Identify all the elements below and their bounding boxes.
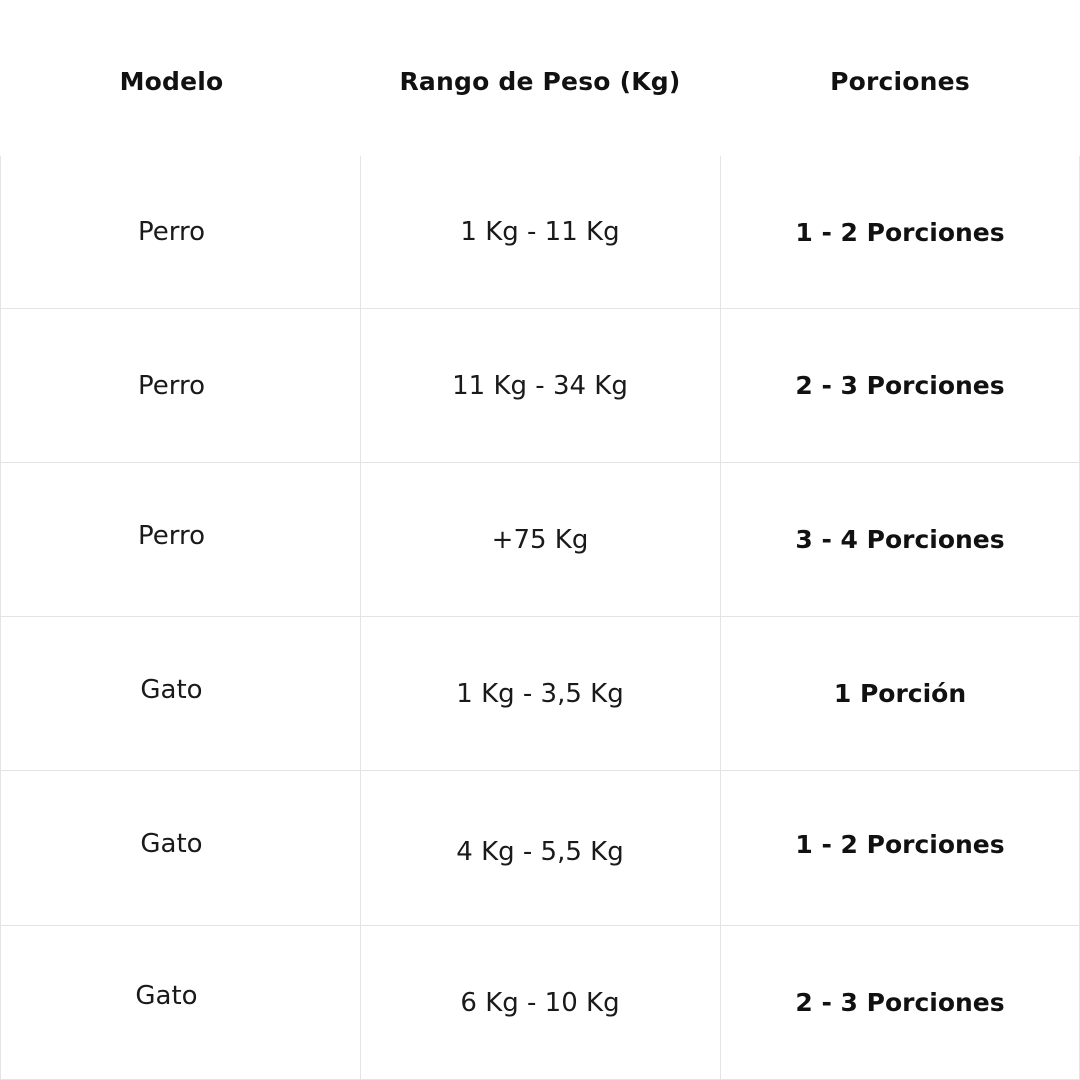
table-cell-modelo: Perro bbox=[137, 217, 205, 247]
header-modelo bbox=[0, 0, 343, 160]
table-cell-rango: 1 Kg - 3,5 Kg bbox=[456, 678, 624, 709]
table-cell-modelo: Perro bbox=[137, 521, 205, 551]
table-body bbox=[0, 156, 1080, 1080]
header-porciones bbox=[720, 0, 1080, 160]
table-cell-rango: +75 Kg bbox=[491, 524, 589, 555]
header-rango-peso-label: Rango de Peso (Kg) bbox=[399, 66, 681, 96]
table-cell-modelo: Gato bbox=[140, 675, 203, 705]
table-cell-porciones: 1 - 2 Porciones bbox=[795, 829, 1005, 859]
table-cell-porciones: 2 - 3 Porciones bbox=[795, 371, 1005, 400]
table-cell-porciones: 1 Porción bbox=[833, 679, 967, 708]
table-cell-porciones: 2 - 3 Porciones bbox=[795, 988, 1005, 1017]
header-modelo-label: Modelo bbox=[119, 66, 224, 96]
table-cell-rango: 11 Kg - 34 Kg bbox=[452, 370, 628, 401]
table-header bbox=[0, 0, 1080, 157]
table-cell-modelo: Gato bbox=[140, 829, 203, 859]
table-cell-modelo: Perro bbox=[137, 370, 205, 401]
header-rango-peso bbox=[360, 0, 720, 160]
header-porciones-label: Porciones bbox=[830, 66, 970, 96]
table-cell-rango: 1 Kg - 11 Kg bbox=[460, 217, 620, 247]
table-cell-rango: 4 Kg - 5,5 Kg bbox=[456, 837, 624, 867]
table-cell-modelo: Gato bbox=[135, 981, 198, 1011]
table-cell-porciones: 3 - 4 Porciones bbox=[795, 525, 1005, 554]
table-cell-porciones: 1 - 2 Porciones bbox=[795, 217, 1005, 247]
table-cell-rango: 6 Kg - 10 Kg bbox=[460, 987, 620, 1018]
